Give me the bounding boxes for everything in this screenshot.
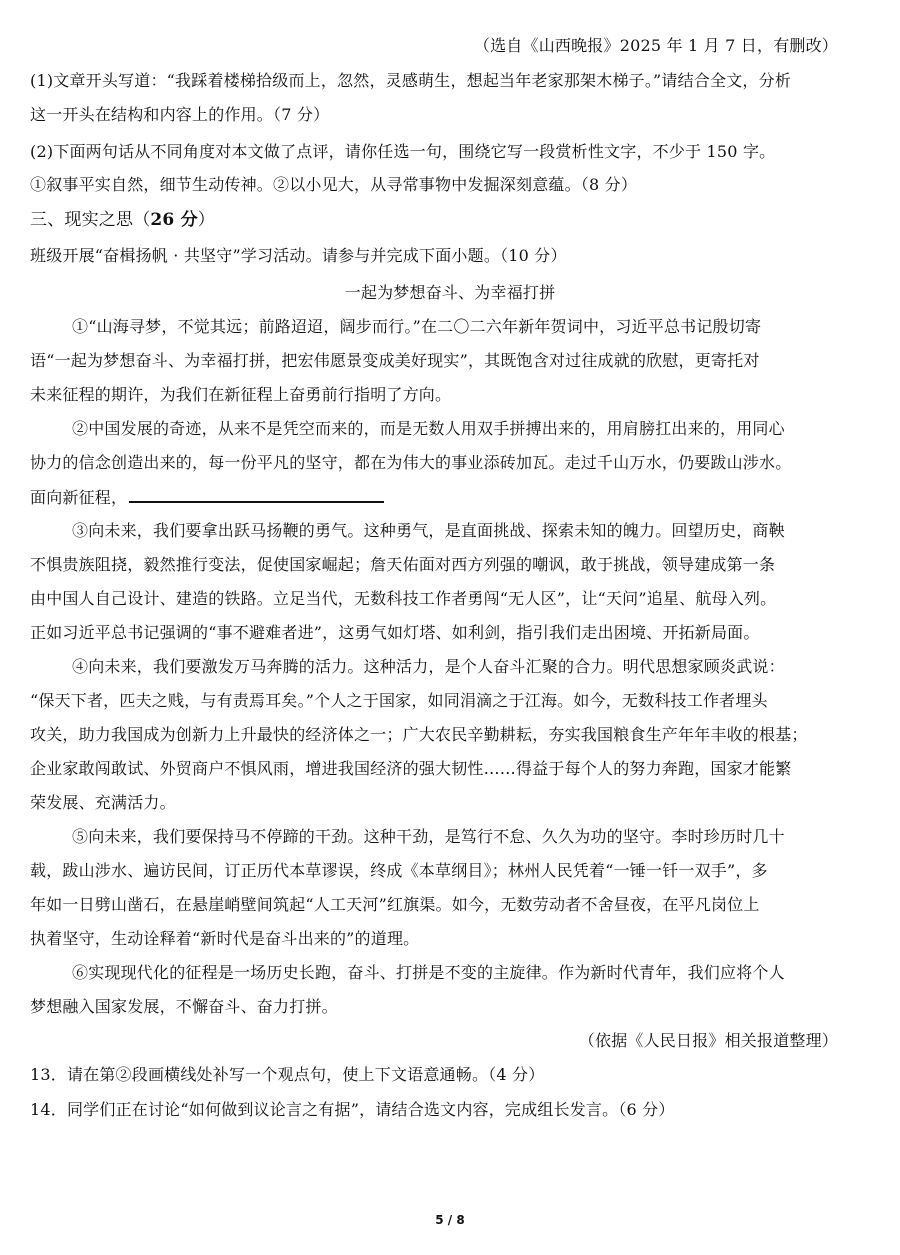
paragraph-4-line-2: “保天下者，匹夫之贱，与有责焉耳矣。”个人之于国家，如同涓滴之于江海。如今，无数科技工作者埋头 bbox=[30, 691, 768, 710]
paragraph-6-line-2: 梦想融入国家发展，不懈奋斗、奋力打拼。 bbox=[30, 997, 338, 1016]
question-1-line-1: (1)文章开头写道：“我踩着楼梯拾级而上，忽然，灵感萌生，想起当年老家那架木梯子。”请结合全文，分析 bbox=[30, 71, 792, 90]
paragraph-5-line-3: 年如一日劈山凿石，在悬崖峭壁间筑起“人工天河”红旗渠。如今，无数劳动者不舍昼夜，在平凡岗位上 bbox=[30, 895, 760, 914]
paragraph-3-line-2: 不惧贵族阻挠，毅然推行变法，促使国家崛起；詹天佑面对西方列强的嘲讽，敢于挑战，领导建成第一条 bbox=[30, 555, 776, 574]
paragraph-1-line-1: ①“山海寻梦，不觉其远；前路迢迢，阔步而行。”在二〇二六年新年贺词中，习近平总书记殷切寄 bbox=[72, 317, 762, 336]
paragraph-3-line-3: 由中国人自己设计、建造的铁路。立足当代，无数科技工作者勇闯“无人区”，让“天问”追星、航母入列。 bbox=[30, 589, 777, 608]
section-score: 26 分 bbox=[150, 210, 198, 230]
paragraph-2-line-3-text: 面向新征程， bbox=[30, 488, 128, 507]
paragraph-1-line-3: 未来征程的期许，为我们在新征程上奋勇前行指明了方向。 bbox=[30, 385, 452, 404]
paragraph-1-line-2: 语“一起为梦想奋斗、为幸福打拼，把宏伟愿景变成美好现实”，其既饱含对过往成就的欣慰，更寄托对 bbox=[30, 351, 760, 370]
paragraph-4-line-5: 荣发展、充满活力。 bbox=[30, 793, 176, 812]
paragraph-5-line-2: 载，跋山涉水、遍访民间，订正历代本草谬误，终成《本草纲目》；林州人民凭着“一锤一钎一双手”，多 bbox=[30, 861, 768, 880]
paragraph-6-line-1: ⑥实现现代化的征程是一场历史长跑，奋斗、打拼是不变的主旋律。作为新时代青年，我们应将个人 bbox=[72, 963, 785, 982]
paragraph-2-line-1: ②中国发展的奇迹，从来不是凭空而来的，而是无数人用双手拼搏出来的，用肩膀扛出来的，用同心 bbox=[72, 419, 785, 438]
paragraph-5-line-1: ⑤向未来，我们要保持马不停蹄的干劲。这种干劲，是笃行不怠、久久为功的坚守。李时珍历时几十 bbox=[72, 827, 785, 846]
source-citation-top: （选自《山西晚报》2025 年 1 月 7 日，有删改） bbox=[473, 36, 838, 55]
section-heading bbox=[30, 209, 215, 231]
paragraph-2-line-2: 协力的信念创造出来的，每一份平凡的坚守，都在为伟大的事业添砖加瓦。走过千山万水，仍要跋山涉水。 bbox=[30, 453, 792, 472]
paragraph-4-line-4: 企业家敢闯敢试、外贸商户不惧风雨，增进我国经济的强大韧性……得益于每个人的努力奔跑，国家才能繁 bbox=[30, 759, 792, 778]
article-title: 一起为梦想奋斗、为幸福打拼 bbox=[344, 283, 556, 302]
question-14: 14．同学们正在讨论“如何做到议论言之有据”，请结合选文内容，完成组长发言。（6 分） bbox=[30, 1100, 675, 1119]
question-1-line-2: 这一开头在结构和内容上的作用。（7 分） bbox=[30, 105, 330, 124]
page-number: 5 / 8 bbox=[435, 1213, 465, 1227]
paragraph-4-line-1: ④向未来，我们要激发万马奔腾的活力。这种活力，是个人奋斗汇聚的合力。明代思想家顾炎武说： bbox=[72, 657, 785, 676]
paragraph-4-line-3: 攻关，助力我国成为创新力上升最快的经济体之一；广大农民辛勤耕耘，夯实我国粮食生产年年丰收的根基； bbox=[30, 725, 808, 744]
section-title: 三、现实之思（ bbox=[30, 210, 151, 230]
paragraph-3-line-1: ③向未来，我们要拿出跃马扬鞭的勇气。这种勇气，是直面挑战、探索未知的魄力。回望历史，商鞅 bbox=[72, 521, 785, 540]
paragraph-3-line-4: 正如习近平总书记强调的“事不避难者进”，这勇气如灯塔、如利剑，指引我们走出困境、开拓新局面。 bbox=[30, 623, 760, 642]
activity-intro: 班级开展“奋楫扬帆 · 共坚守”学习活动。请参与并完成下面小题。（10 分） bbox=[30, 246, 567, 265]
source-citation-bottom: （依据《人民日报》相关报道整理） bbox=[578, 1031, 838, 1050]
section-close: ） bbox=[197, 210, 215, 230]
question-2-line-2: ①叙事平实自然，细节生动传神。②以小见大，从寻常事物中发掘深刻意蕴。（8 分） bbox=[30, 175, 638, 194]
question-2-line-1: (2)下面两句话从不同角度对本文做了点评，请你任选一句，围绕它写一段赏析性文字，不少于 150 字。 bbox=[30, 142, 776, 161]
paragraph-5-line-4: 执着坚守，生动诠释着“新时代是奋斗出来的”的道理。 bbox=[30, 929, 420, 948]
question-13: 13．请在第②段画横线处补写一个观点句，使上下文语意通畅。（4 分） bbox=[30, 1065, 545, 1084]
paragraph-2-line-3 bbox=[30, 486, 384, 509]
fill-in-blank[interactable] bbox=[129, 486, 384, 503]
